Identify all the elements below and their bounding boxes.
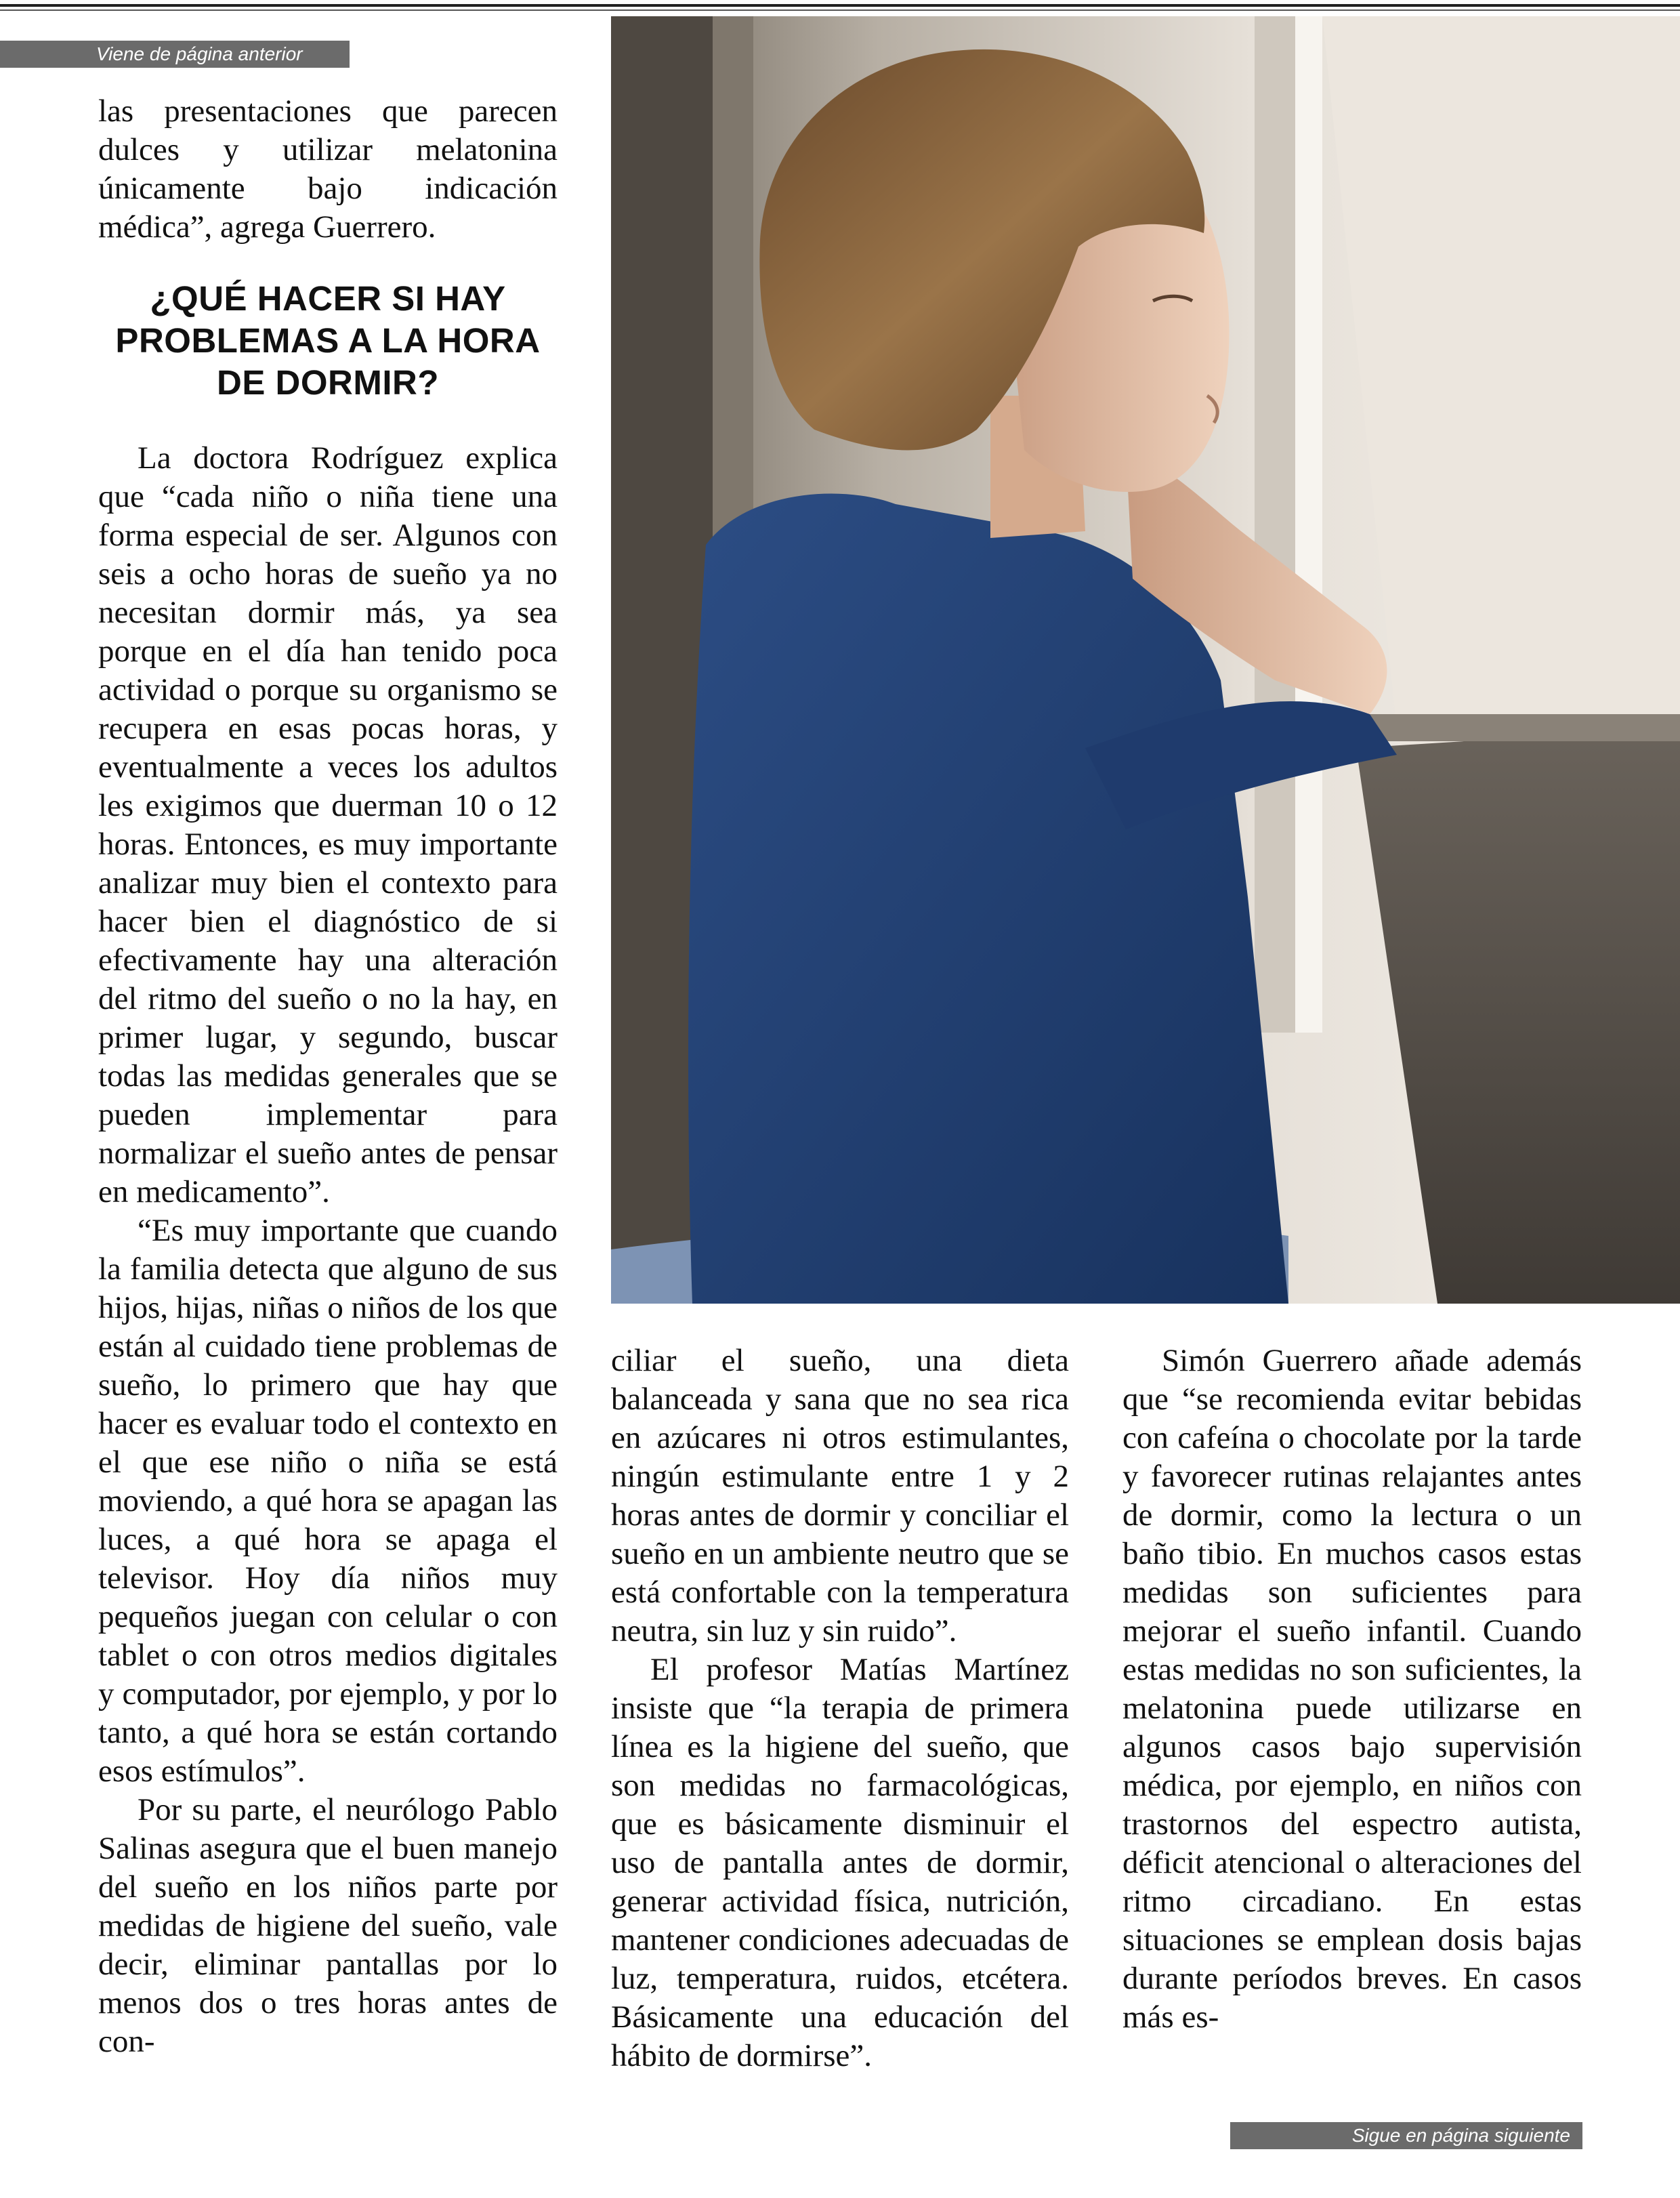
paragraph-salinas: Por su parte, el neurólogo Pablo Salinas asegura que el buen manejo del sueño en los niños parte por medidas de higiene del sueño, vale decir, eliminar pantallas por lo menos dos o tres horas antes de con- — [98, 1792, 558, 2059]
child-by-window-photo — [611, 16, 1680, 1304]
paragraph-family: “Es muy importante que cuando la familia detecta que alguno de sus hijos, hijas, niñas o niños de los que están al cuidado tiene problemas de sueño, lo primero que hay que hacer es evaluar todo el contexto en el que ese niño o niña se está moviendo, a qué hora se apagan las luces, a qué hora se apaga el televisor. Hoy día niños muy pequeños juegan con celular o con tablet o con otros medios digitales y computador, por ejemplo, y por lo tanto, a qué hora se están cortando esos estímulos”. — [98, 1213, 558, 1789]
top-rule — [0, 4, 1680, 7]
paragraph-martinez: El profesor Matías Martínez insiste que “la terapia de primera línea es la higiene del sueño, que son medidas no farmacológicas, que es básicamente disminuir el uso de pantalla antes de dormir, generar actividad física, nutrición, mantener condiciones adecuadas de luz, temperatura, ruidos, etcétera. Básicamente una educación del hábito de dormirse”. — [611, 1652, 1069, 2073]
section-heading: ¿QUÉ HACER SI HAY PROBLEMAS A LA HORA DE DORMIR? — [115, 279, 541, 402]
top-rule-thin — [0, 9, 1680, 11]
continued-on-next-tag: Sigue en página siguiente — [1230, 2122, 1582, 2149]
article-column-1 — [98, 92, 558, 2061]
article-column-2 — [611, 1342, 1069, 2075]
article-column-3 — [1122, 1342, 1582, 2037]
paragraph-rodriguez: La doctora Rodríguez explica que “cada niño o niña tiene una forma especial de ser. Algunos con seis a ocho horas de sueño ya no necesitan dormir más, ya sea porque en el día han tenido poca actividad o porque su organismo se recupera en esas pocas horas, y eventualmente a veces los adultos les exigimos que duerman 10 o 12 horas. Entonces, es muy importante analizar muy bien el contexto para hacer bien el diagnóstico de si efectivamente hay una alteración del ritmo del sueño o no la hay, en primer lugar, y segundo, buscar todas las medidas generales que se pueden implementar para normalizar el sueño antes de pensar en medicamento”. — [98, 440, 558, 1209]
continued-from-previous-tag: Viene de página anterior — [0, 41, 350, 68]
paragraph-guerrero: Simón Guerrero añade además que “se recomienda evitar bebidas con cafeína o chocolate por la tarde y favorecer rutinas relajantes antes de dormir, como la lectura o un baño tibio. En muchos casos estas medidas son suficientes para mejorar el sueño infantil. Cuando estas medidas no son suficientes, la melatonina puede utilizarse en algunos casos bajo supervisión médica, por ejemplo, en niños con trastornos del espectro autista, déficit atencional o alteraciones del ritmo circadiano. En estas situaciones se emplean dosis bajas durante períodos breves. En casos más es- — [1122, 1343, 1582, 2035]
paragraph-salinas-continued: ciliar el sueño, una dieta balanceada y sana que no sea rica en azúcares ni otros estimulantes, ningún estimulante entre 1 y 2 horas antes de dormir y conciliar el sueño en un ambiente neutro que se está confortable con la temperatura neutra, sin luz y sin ruido”. — [611, 1343, 1069, 1648]
intro-paragraph: las presentaciones que parecen dulces y utilizar melatonina únicamente bajo indicación médica”, agrega Guerrero. — [98, 94, 558, 245]
